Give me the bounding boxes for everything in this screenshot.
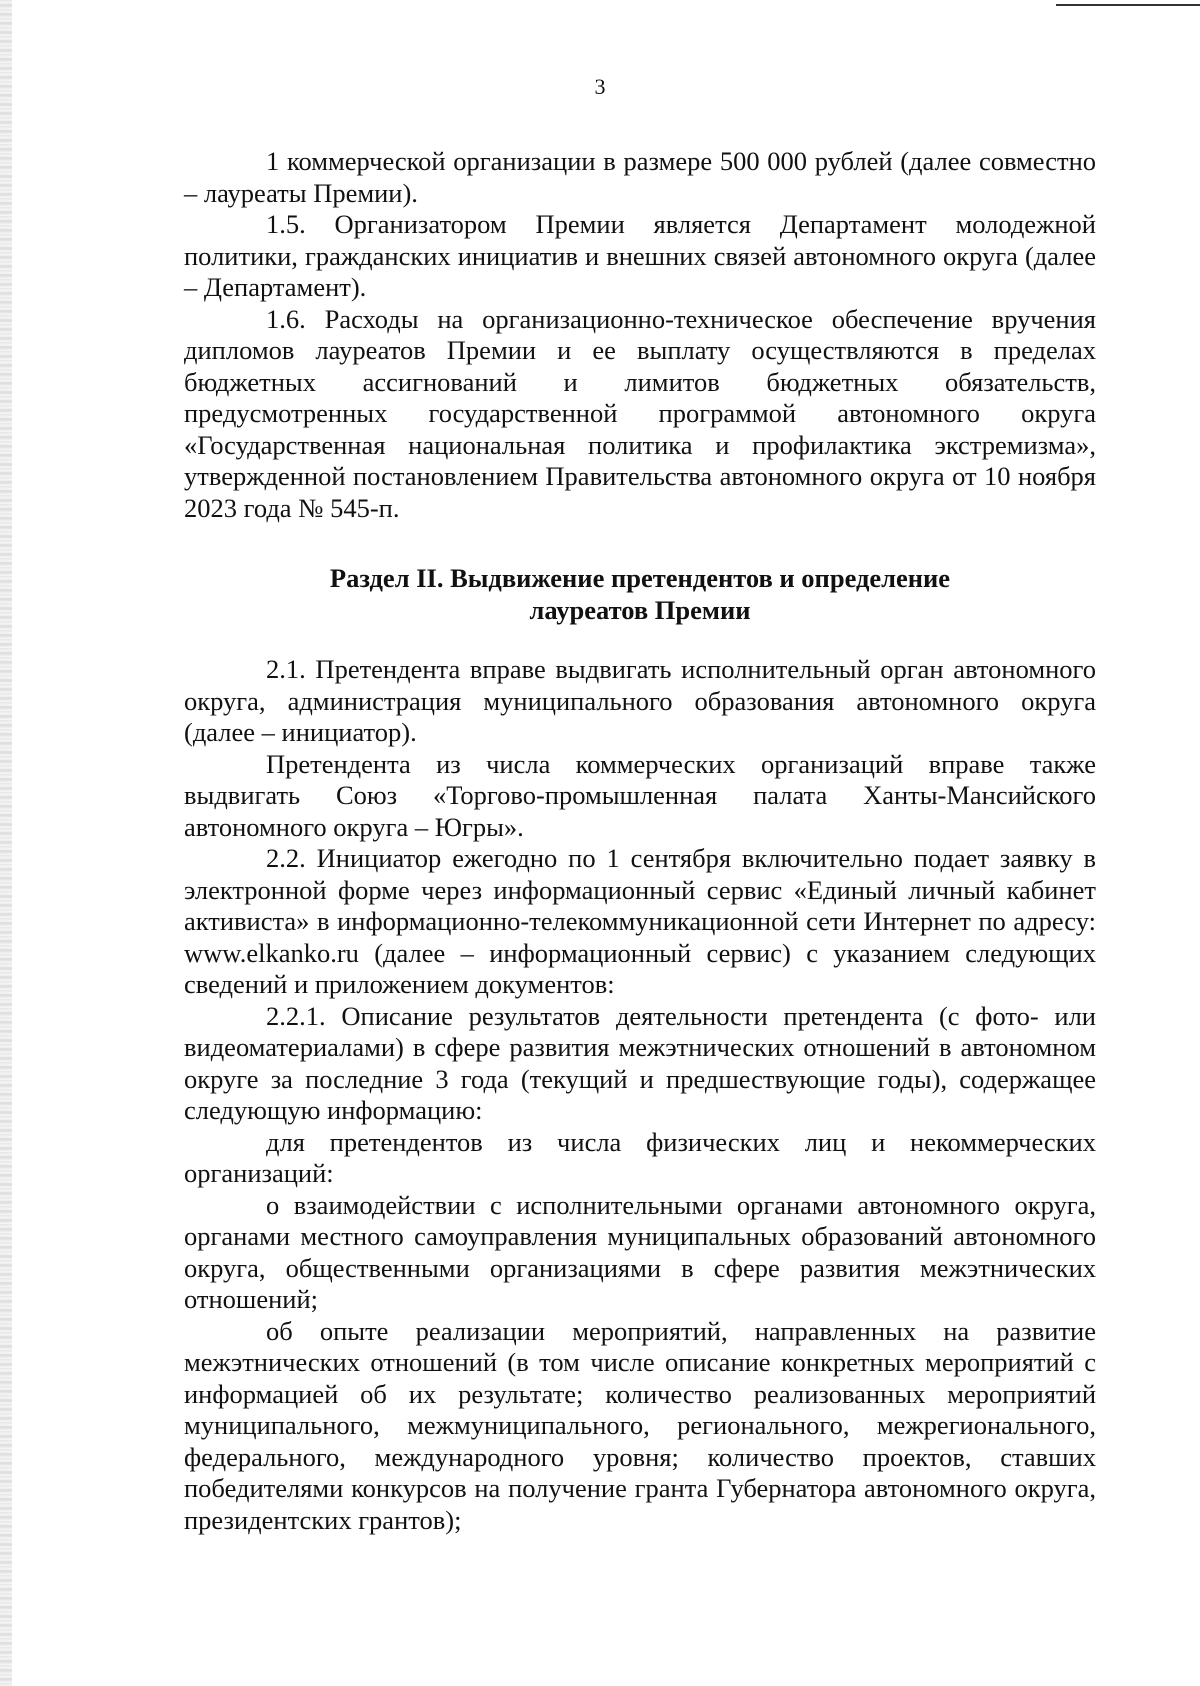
page-number: 3 xyxy=(594,74,606,99)
document-body xyxy=(184,146,1096,1536)
section-heading-line-2: лауреатов Премии xyxy=(529,595,751,625)
scan-edge xyxy=(0,0,12,1686)
paragraph-chamber-nomination: Претендента из числа коммерческих организаций вправе также выдвигать Союз «Торгово-промышленная палата Ханты-Мансийского автономного округа – Югры». xyxy=(184,748,1096,842)
paragraph-2-2-application: 2.2. Инициатор ежегодно по 1 сентября включительно подает заявку в электронной форме через информационный сервис «Единый личный кабинет активиста» в информационно-телекоммуникационной сети Интернет по адресу: www.elkanko.ru (далее – информационный сервис) с указанием следующих сведений и приложением документов: xyxy=(184,843,1096,999)
paragraph-1-6-expenses: 1.6. Расходы на организационно-техническое обеспечение вручения дипломов лауреатов Премии и ее выплату осуществляются в пределах бюджетных ассигнований и лимитов бюджетных обязательств, предусмотренных государственной программой автономного округа «Государственная национальная политика и профилактика экстремизма», утвержденной постановлением Правительства автономного округа от 10 ноября 2023 года № 545-п. xyxy=(184,303,1096,523)
paragraph-experience: об опыте реализации мероприятий, направленных на развитие межэтнических отношений (в том числе описание конкретных мероприятий с информацией об их результате; количество реализованных мероприятий муниципального, межмуниципального, регионального, межрегионального, федерального, международного уровня; количество проектов, ставших победителями конкурсов на получение гранта Губернатора автономного округа, президентских грантов); xyxy=(184,1315,1096,1535)
paragraph-2-2-1-description: 2.2.1. Описание результатов деятельности претендента (с фото- или видеоматериалами) в сфере развития межэтнических отношений в автономном округе за последние 3 года (текущий и предшествующие годы), содержащее следующую информацию: xyxy=(184,1000,1096,1125)
top-rule xyxy=(1056,4,1200,6)
paragraph-interaction: о взаимодействии с исполнительными органами автономного округа, органами местного самоуправления муниципальных образований автономного округа, общественными организациями в сфере развития межэтнических отношений; xyxy=(184,1189,1096,1314)
paragraph-laureates-commercial: 1 коммерческой организации в размере 500 000 рублей (далее совместно – лауреаты Премии). xyxy=(184,146,1096,208)
paragraph-individuals-nonprofits: для претендентов из числа физических лиц и некоммерческих организаций: xyxy=(184,1126,1096,1188)
paragraph-2-1-nomination: 2.1. Претендента вправе выдвигать исполнительный орган автономного округа, администрация муниципального образования автономного округа (далее – инициатор). xyxy=(184,654,1096,747)
paragraph-1-5-organizer: 1.5. Организатором Премии является Департамент молодежной политики, гражданских инициатив и внешних связей автономного округа (далее – Департамент). xyxy=(184,209,1096,302)
section-heading xyxy=(184,562,1096,626)
section-heading-line-1: Раздел II. Выдвижение претендентов и определение xyxy=(329,563,951,593)
